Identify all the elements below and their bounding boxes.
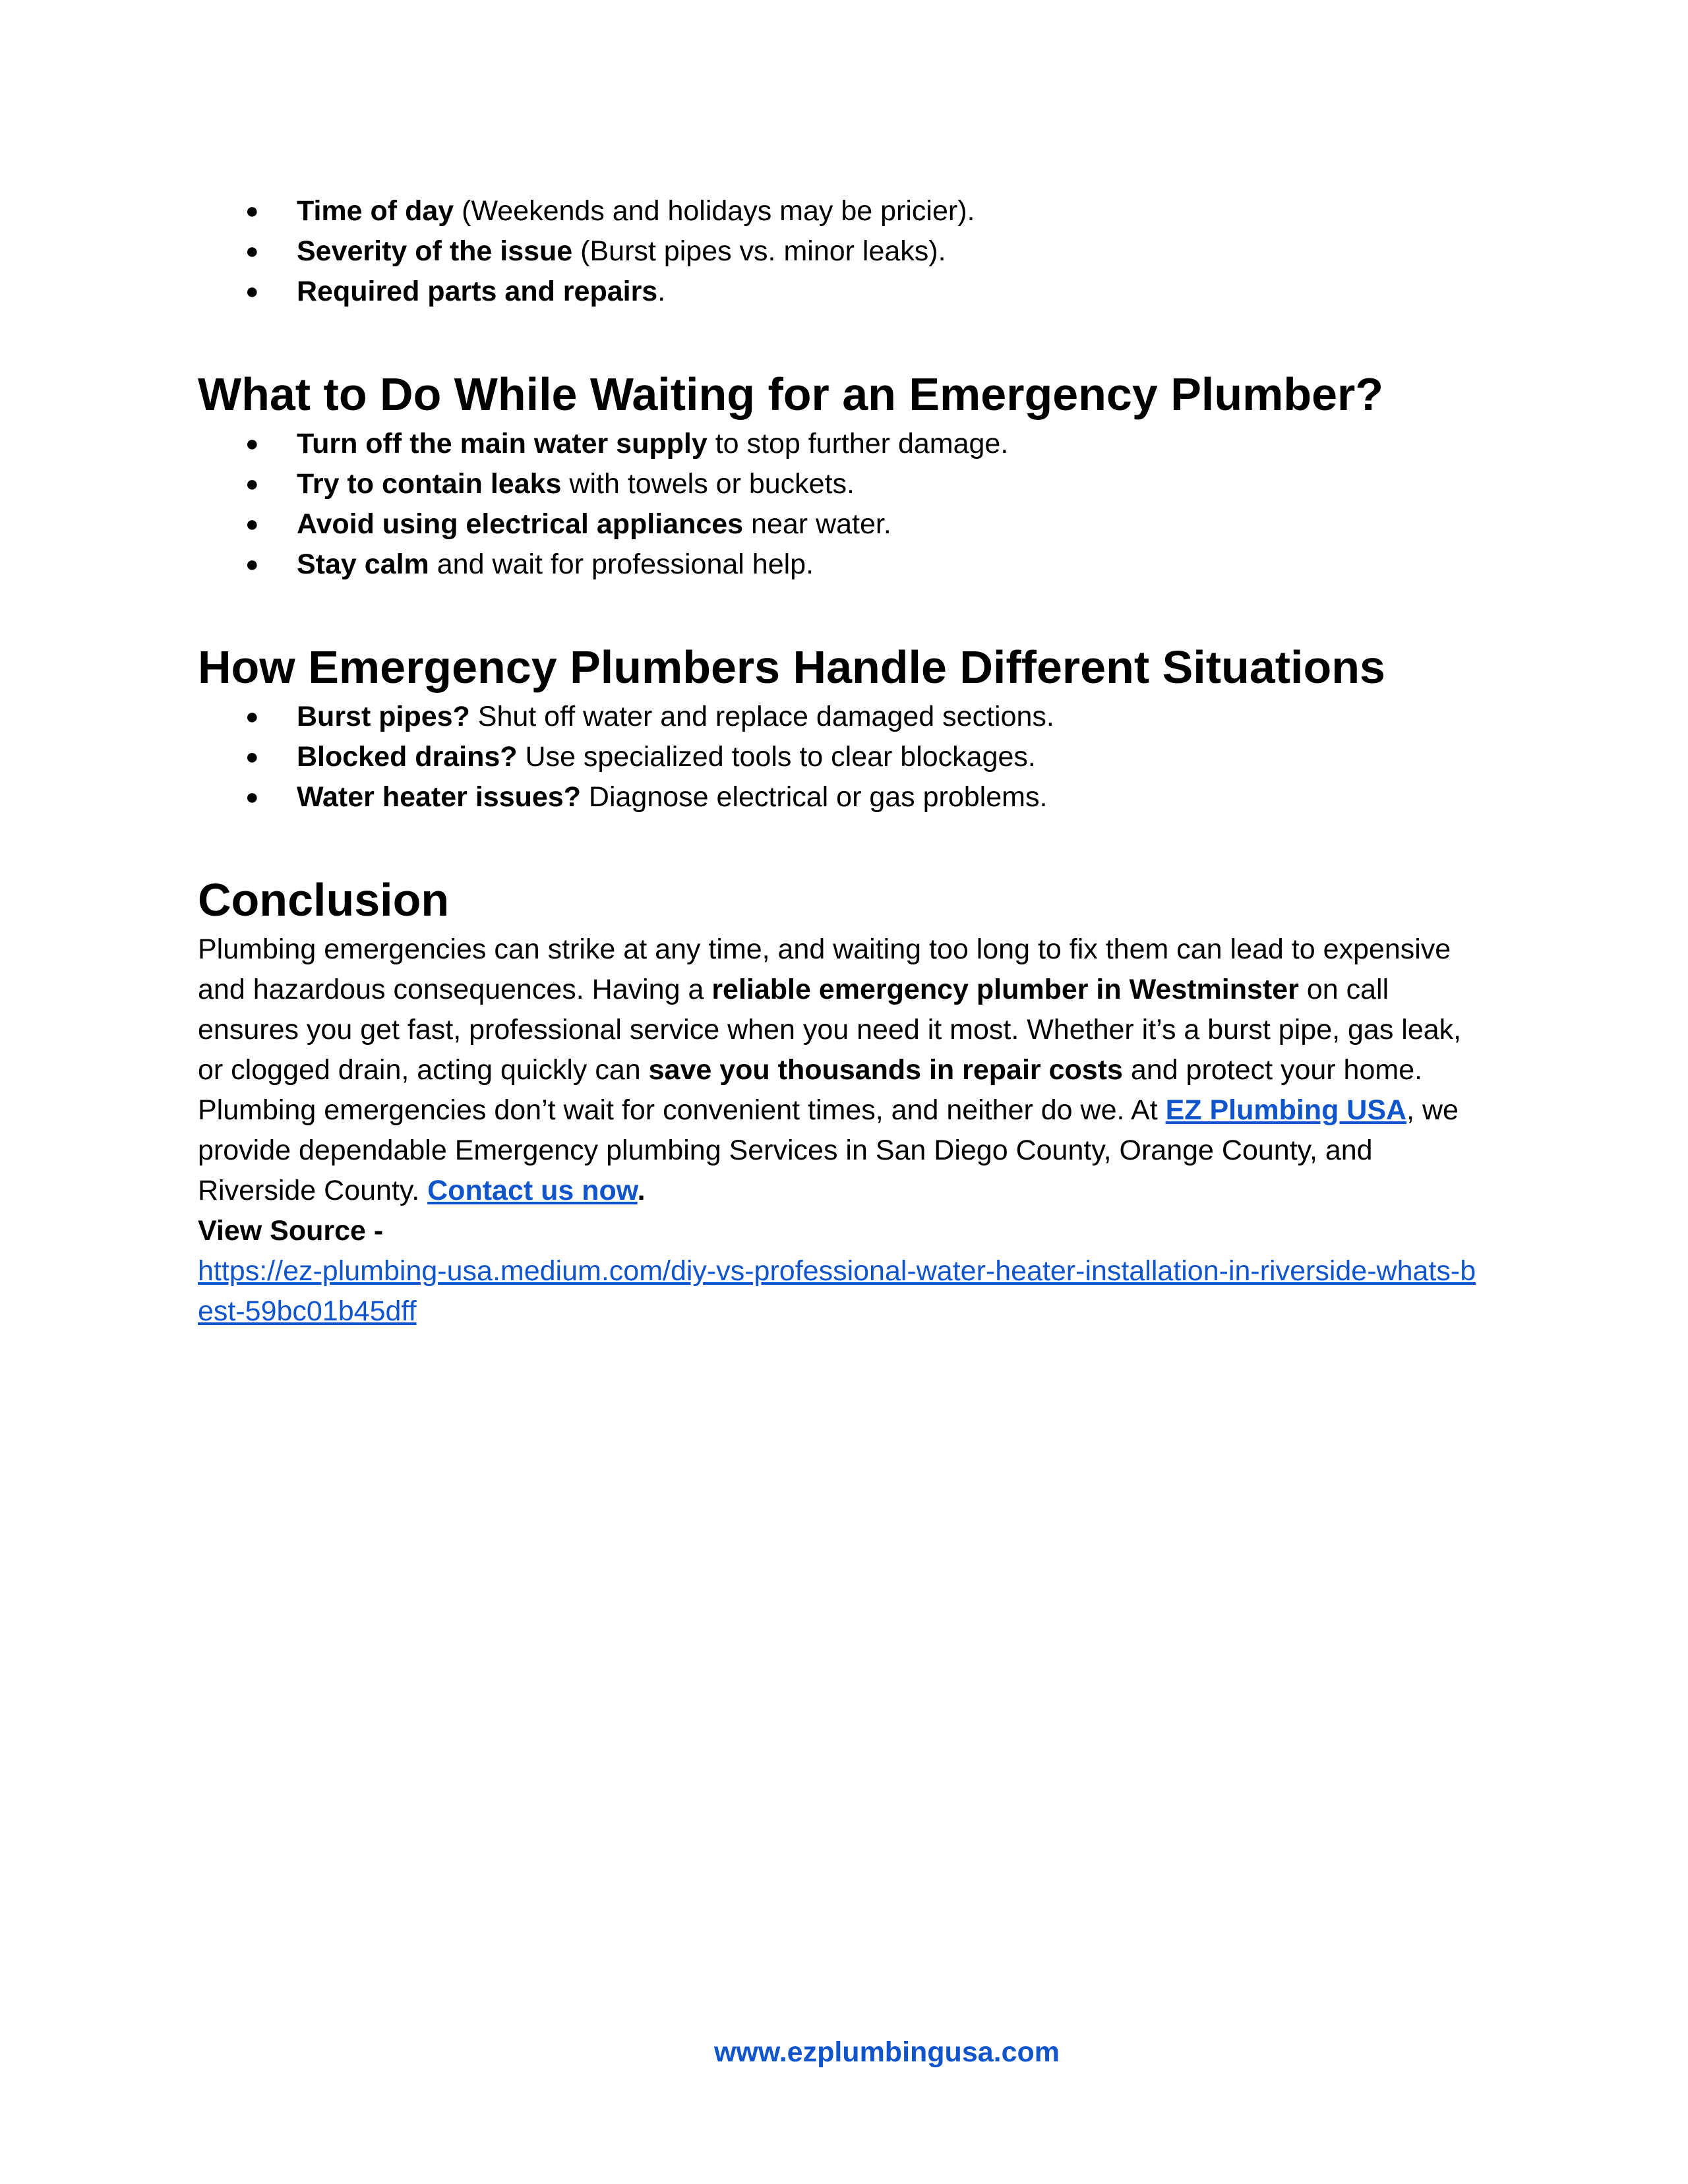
- bullet-icon: ●: [245, 279, 259, 304]
- conclusion-paragraph: Plumbing emergencies can strike at any time, and waiting too long to fix them can lead to expensive and hazardous consequences. Having a reliable emergency plumber in Westminster on call ensures you get fast, professional service when you need it most. Whether it’s a burst pipe, gas leak, or clogged drain, acting quickly can save you thousands in repair costs and protect your home.: [198, 933, 1462, 1086]
- waiting-section-heading: What to Do While Waiting for an Emergency Plumber?: [198, 369, 1384, 420]
- list-item: ● Turn off the main water supply to stop further damage.: [297, 424, 1490, 464]
- handling-section-heading: How Emergency Plumbers Handle Different Situations: [198, 641, 1385, 693]
- bullet-icon: ●: [245, 471, 259, 496]
- waiting-steps-list: [198, 424, 1490, 585]
- source-url-link[interactable]: https://ez-plumbing-usa.medium.com/diy-vs-professional-water-heater-installation-in-riverside-whats-best-59bc01b45dff: [198, 1255, 1476, 1327]
- list-item: ● Severity of the issue (Burst pipes vs. minor leaks).: [297, 231, 1490, 272]
- ez-plumbing-usa-link[interactable]: EZ Plumbing USA: [1165, 1094, 1407, 1126]
- list-item: ● Try to contain leaks with towels or buckets.: [297, 464, 1490, 504]
- bullet-icon: ●: [245, 784, 259, 810]
- view-source-block: [198, 1211, 1490, 1332]
- bullet-icon: ●: [245, 431, 259, 456]
- conclusion-heading: Conclusion: [198, 874, 450, 926]
- list-item: ● Avoid using electrical appliances near water.: [297, 504, 1490, 545]
- list-item: ● Stay calm and wait for professional help.: [297, 545, 1490, 585]
- list-item: ● Blocked drains? Use specialized tools to clear blockages.: [297, 737, 1490, 777]
- contact-paragraph: Plumbing emergencies don’t wait for convenient times, and neither do we. At EZ Plumbing USA, we provide dependable Emergency plumbing Services in San Diego County, Orange County, and Riverside County. Contact us now.: [198, 1094, 1459, 1206]
- handling-situations-list: [198, 697, 1490, 817]
- bullet-icon: ●: [245, 198, 259, 223]
- bullet-icon: ●: [245, 512, 259, 537]
- view-source-label: View Source -: [198, 1215, 384, 1247]
- list-item: ● Time of day (Weekends and holidays may be pricier).: [297, 191, 1490, 231]
- cost-factors-list: [198, 191, 1490, 312]
- bullet-icon: ●: [245, 552, 259, 577]
- contact-us-link[interactable]: Contact us now: [427, 1175, 638, 1206]
- list-item: ● Water heater issues? Diagnose electrical or gas problems.: [297, 777, 1490, 817]
- bullet-icon: ●: [245, 704, 259, 729]
- page-footer: [0, 2032, 1688, 2073]
- list-item: ● Burst pipes? Shut off water and replace damaged sections.: [297, 697, 1490, 737]
- list-item: ● Required parts and repairs.: [297, 272, 1490, 312]
- bullet-icon: ●: [245, 744, 259, 769]
- bullet-icon: ●: [245, 239, 259, 264]
- document-content: [198, 191, 1490, 1332]
- footer-website[interactable]: www.ezplumbingusa.com: [713, 2036, 1060, 2068]
